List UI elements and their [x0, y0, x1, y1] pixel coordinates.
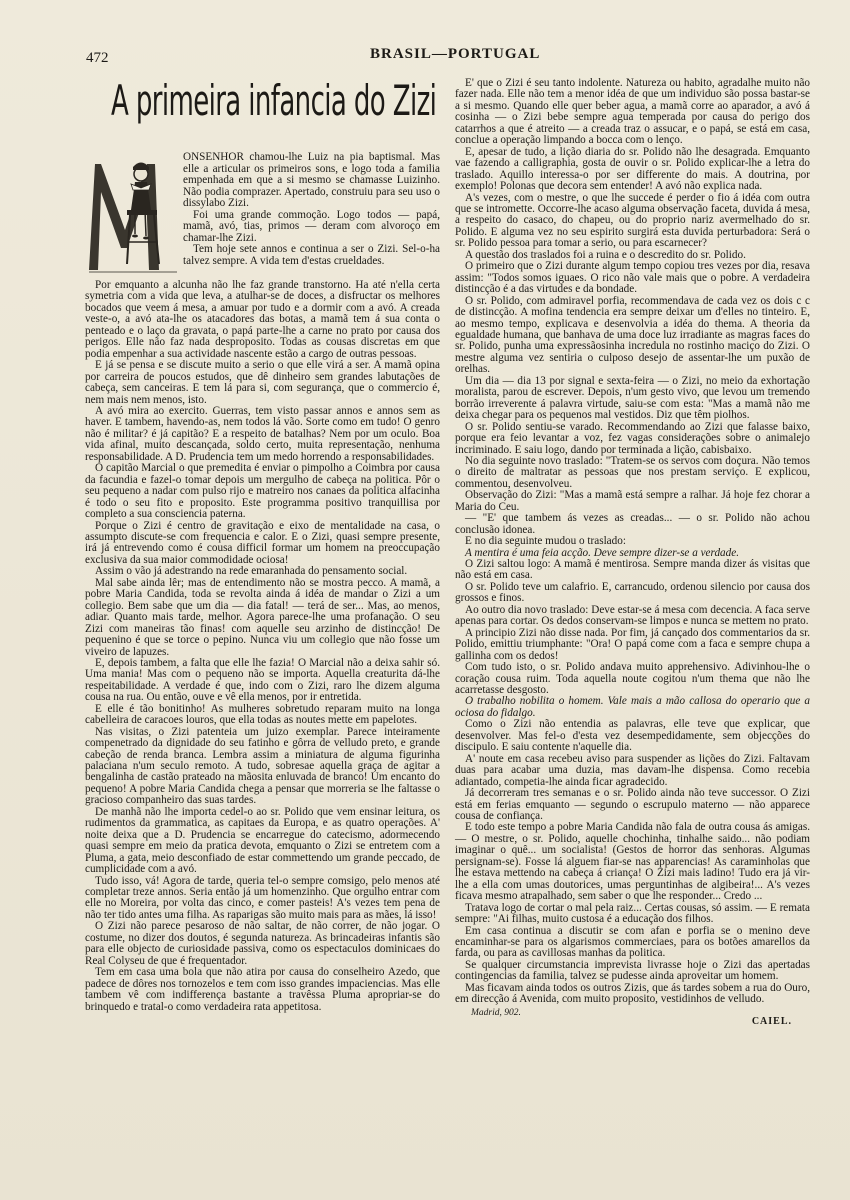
- paragraph: O trabalho nobilita o homem. Vale mais a mão callosa do operario que a ociosa do fidalgo.: [455, 695, 810, 719]
- running-head: BRASIL—PORTUGAL: [370, 46, 541, 62]
- paragraph: E todo este tempo a pobre Maria Candida não fala de outra cousa ás amigas. — O mestre, o sr. Polido, aquelle chochinha, tinhalhe saido... não podiam imaginar o quê... um socialista! (Gestos de horror das senhoras. Algumas persignam-se). Fosse lá alguem fiar-se nas apparencias! As caraminholas que lhe estava mettendo na cabeça á criança! O Zizi mais ladino! Tudo era já vir-lhe a ella com umas doutorices, umas perguntinhas de algibeira!... A's vezes ficava mesmo atrapalhado, sem saber o que lhe responder... Credo ...: [455, 821, 810, 903]
- paragraph: O sr. Polido teve um calafrio. E, carrancudo, ordenou silencio por causa dos grossos e finos.: [455, 580, 810, 605]
- paragraph: Mal sabe ainda lêr; mas de entendimento não se mostra pecco. A mamã, a pobre Maria Candida, toda se revolta ainda á idéa de mandar o Zizi a um collegio. Bem sabe que um dia — dia fatal! — terá de ser... Mas, ao menos, adiar. Quanto mais tarde, melhor. Agora parece-lhe uma profanação. O seu Zizi com maneiras tão finas! com aquelle seu arzinho de distincção! De pequenino é que se torce o pepino. Nunca viu um collegio que não fosse um viveiro de lapuzes.: [85, 576, 440, 658]
- paragraph: Ao outro dia novo traslado: Deve estar-se á mesa com decencia. A faca serve apenas para cortar. Os dedos conservam-se limpos e nunca se mettem no prato.: [455, 603, 810, 628]
- paragraph: E, depois tambem, a falta que elle lhe fazia! O Marcial não a deixa sahir só. Uma mania! Mas com o pequeno não se importa. Aquella creaturita dá-lhe respeitabilidade. A verdade é que, indo com o Zizi, raro lhe dizem alguma cousa na rua. Ou então, ouve e vê ella menos, por ir entretida.: [85, 656, 440, 704]
- paragraph: Porque o Zizi é centro de gravitação e eixo de mentalidade na casa, o assumpto discute-se com frequencia e calor. E o Zizi, quasi sempre presente, irá já entrevendo como é cousa difficil formar um homem na preoccupação exclusiva da sua maior commodidade ociosa!: [85, 519, 440, 566]
- intro-paragraph: Tem hoje sete annos e continua a ser o Zizi. Sel-o-ha talvez sempre. A vida tem d'estas crueldades.: [183, 243, 440, 267]
- paragraph: A avó mira ao exercito. Guerras, tem visto passar annos e annos sem as haver. E tambem, havendo-as, nem todos lá vão. Sorte como em tudo! O genro não é militar? é já capitão? E a respeito de batalhas? Nem por um oculo. Boa vida afinal, muito descançada, soldo certo, muita representação, nenhuma responsabilidade. A D. Prudencia tem um medo horrendo a responsabilidades.: [85, 404, 440, 463]
- left-body: [85, 280, 440, 1013]
- paragraph: Um dia — dia 13 por signal e sexta-feira — o Zizi, no meio da exhortação moralista, parou de escrever. Depois, n'um gesto vivo, que levou um tremendo borrão irreverente á palavra virtude, saiu-se com esta: "Mas a mamã não me deixa chegar para os pequenos mal vestidos. Diz que têm piolhos.: [455, 374, 810, 422]
- paragraph: Observação do Zizi: "Mas a mamã está sempre a ralhar. Já hoje fez chorar a Maria do Ceu.: [455, 489, 810, 513]
- paragraph: A questão dos traslados foi a ruina e o descredito do sr. Polido.: [465, 248, 746, 261]
- signoff-place-date: Madrid, 902.: [471, 1007, 521, 1018]
- paragraph: Com tudo isto, o sr. Polido andava muito apprehensivo. Adivinhou-lhe o coração cousa ruim. Toda aquella noute cogitou n'um thema que não lhe acarretasse desgosto.: [455, 661, 810, 697]
- paragraph: O Zizi não parece pesaroso de não saltar, de não correr, de não jogar. O costume, no dizer dos doutos, é segunda natureza. As brincadeiras infantis são para elle objecto de curiosidade passiva, como os espectaculos dominicaes do Real Colyseu de que é frequentador.: [85, 920, 440, 967]
- paragraph: Em casa continua a discutir se com afan e porfia se o menino deve encaminhar-se para os algarismos commerciaes, para os botões amarellos da farda, ou para as cavillosas manhas da politica.: [455, 924, 810, 960]
- article-title: A primeira infancia do Zizi: [111, 76, 437, 125]
- paragraph: O capitão Marcial o que premedita é enviar o pimpolho a Coimbra por causa da facundia e fazel-o tomar depois um mergulho de cabeça na politica. Pôr o seu pequeno a nadar com pulso rijo e matreiro nos canaes da politica alfacinha é todo o seu fito e proposito. Este programma positivo tranquillisa por completo a sua consciencia paterna.: [85, 462, 440, 521]
- paragraph: O sr. Polido, com admiravel porfia, recommendava de cada vez os dois c c de distincção. A mofina tendencia era sempre deixar um d'elles no tinteiro. E, ao mesmo tempo, explicava e desenvolvia a idéa do thema. A theoria da egualdade humana, que banhava de uma doce luz irradiante as magras faces do sr. Polido, punha uma expressãosinha incredula no rostinho maciço do Zizi. O mestre alguma vez sentiria o culposo desejo de assentar-lhe um puxão de orelhas.: [455, 294, 810, 376]
- left-column: [85, 78, 440, 1013]
- paragraph: No dia seguinte novo traslado: "Tratem-se os servos com doçura. Não temos o direito de maltratar as pessoas que nos prestam serviço. E explicou, commentou, desenvolveu.: [455, 454, 810, 490]
- dropcap-illustration: [85, 152, 181, 278]
- right-body: [455, 78, 810, 1006]
- paragraph: Assim o vão já adestrando na rede emaranhada do pensamento social.: [95, 565, 408, 578]
- paragraph: E no dia seguinte mudou o traslado:: [465, 535, 626, 548]
- paragraph: Já decorreram tres semanas e o sr. Polido ainda não teve successor. O Zizi está em ferias emquanto — segundo o escrupulo materno — não apparece cousa de confiança.: [455, 787, 810, 822]
- paragraph: Como o Zizi não entendia as palavras, elle teve que explicar, que desenvolver. Mas fel-o d'esta vez desempedidamente, sem objecções do discipulo. E saiu contente n'aquelle dia.: [455, 718, 810, 754]
- paragraph: Tudo isso, vá! Agora de tarde, queria tel-o sempre comsigo, pelo menos até completar treze annos. Seria então já um homenzinho. Que orgulho entrar com elle no Moreira, por volta das cinco, e comer pasteis! A's vezes tem pena de não ter tido antes uma filha. As raparigas são muito mais para as mães, lá isso!: [85, 874, 440, 921]
- paragraph: O primeiro que o Zizi durante algum tempo copiou tres vezes por dia, resava assim: "Todos somos iguaes. O rico não vale mais que o pobre. A verdadeira distincção é a das virtudes e da bondade.: [455, 260, 810, 296]
- paragraph: A principio Zizi não disse nada. Por fim, já cançado dos commentarios da sr. Polido, emittiu triumphante: "Ora! O papá come com a faca e sempre chupa a gallinha com os dedos!: [455, 626, 810, 662]
- paragraph: O Zizi saltou logo: A mamã é mentirosa. Sempre manda dizer ás visitas que não está em casa.: [455, 558, 810, 582]
- paragraph: O sr. Polido sentiu-se varado. Recommendando ao Zizi que falasse baixo, porque era feio levantar a voz, fez vagas considerações sobre o animalejo incriminado. E saiu logo, dando por terminada a lição, cabisbaixo.: [455, 420, 810, 456]
- page-number: 472: [86, 50, 109, 66]
- paragraph: Mas ficavam ainda todos os outros Zizis, que ás tardes sobem a rua do Ouro, em direcção á Avenida, com muito proposito, vestidinhos de velludo.: [455, 981, 810, 1006]
- paragraph: E elle é tão bonitinho! As mulheres sobretudo reparam muito na longa cabelleira de caracoes louros, que ella todas as noutes mette em papelotes.: [85, 702, 440, 727]
- paragraph: E' que o Zizi é seu tanto indolente. Natureza ou habito, agradalhe muito não fazer nada. Elle não tem a menor idéa de que um individuo são possa bastar-se a si mesmo. Quando elle quer beber agua, a mamã corre ao aparador, a avó á cosinha — o Zizi bebe sempre agua temperada por causa do perigo dos catarrhos a que é atreito — a creada traz o assucar, e o papá, se está em casa, conclue a operação limpando a bocca com o lenço.: [455, 77, 810, 147]
- intro-paragraph: ONSENHOR chamou-lhe Luiz na pia baptismal. Mas elle a articular os primeiros sons, e logo toda a familia empenhada em que a si mesmo se chamasse Luizinho. Não podia comprazer. Apertado, construiu para seu uso o dissylabo Zizi.: [183, 151, 440, 209]
- paragraph: De manhã não lhe importa cedel-o ao sr. Polido que vem ensinar leitura, os rudimentos da grammatica, as capitaes da Europa, e as quatro operações. A' noite deixa que a D. Prudencia se encarregue do catecismo, adormecendo quasi sempre em meio da pratica devota, emquanto o Zizi se entretem com a Pluma, a gata, meio desconfiado de estar commettendo um grande peccado, de cumplicidade com a avó.: [85, 805, 440, 876]
- signoff-author: CAIEL.: [751, 1015, 792, 1027]
- paragraph: Tem em casa uma bola que não atira por causa do conselheiro Azedo, que padece de dôres nos tornozelos e tem com isso grandes impaciencias. Mas elle tambem vê com indifferença bastante a travêssa Pluma apropriar-se do brinquedo e tratal-o como verdadeira rata appetitosa.: [85, 966, 440, 1013]
- paragraph: E, apesar de tudo, a lição diaria do sr. Polido não lhe desagrada. Emquanto vae fazendo a calligraphia, gosta de ouvir o sr. Polido explicar-lhe a letra do traslado. Aquillo interessa-o por ser differente do mais. A doutrina, por exemplo! Polonas que decora sem entender! A avó não explica nada.: [455, 145, 810, 193]
- paragraph: — "E' que tambem ás vezes as creadas... — o sr. Polido não achou conclusão idonea.: [455, 512, 810, 536]
- paragraph: A's vezes, com o mestre, o que lhe succede é perder o fio á idéa com outra que se intromette. Occorre-lhe acaso alguma observação faceta, duvida á mesa, a respeito do casaco, do chapeu, ou do proprio nariz avermelhado do sr. Polido. E alguma vez no seu espirito surgirá esta duvida perturbadora: Será o sr. Polido pessoa para tomar a serio, ou para escarnecer?: [455, 191, 810, 250]
- paragraph: E já se pensa e se discute muito a serio o que elle virá a ser. A mamã opina por carreira de poucos estudos, que dê dinheiro sem grandes labutações de cabeça, sem canceiras. E tem lá para si, com segurança, que o commercio é, nem mais nem menos, isto.: [85, 359, 440, 406]
- intro-block: [85, 152, 440, 278]
- paragraph: A' noute em casa recebeu aviso para suspender as lições do Zizi. Faltavam duas para acabar uma duzia, mas davam-lhe dispensa. Como recebia adiantado, competia-lhe ainda ficar agradecido.: [455, 752, 810, 788]
- intro-paragraph: Foi uma grande commoção. Logo todos — papá, mamã, avó, tias, primos — deram com alvoroço em chamar-lhe Zizi.: [183, 208, 440, 244]
- intro-text: [183, 152, 440, 267]
- paragraph: Tratava logo de cortar o mal pela raiz... Certas cousas, só assim. — E remata sempre: "Ai filhas, muito custosa é a educação dos filhos.: [455, 901, 810, 926]
- paragraph: Se qualquer circumstancia imprevista livrasse hoje o Zizi das apertadas contingencias da familia, talvez se pudesse ainda aproveitar um homem.: [455, 958, 810, 983]
- paragraph: A mentira é uma feia acção. Deve sempre dizer-se a verdade.: [465, 546, 739, 559]
- paragraph: Por emquanto a alcunha não lhe faz grande transtorno. Ha até n'ella certa symetria com a vida que leva, a atulhar-se de doces, a disfructar os melhores bocados que veem á mesa, a amuar por tudo e a dormir com a avó. A creada veste-o, a avó ata-lhe os atacadores das botas, a mamã tem á sua conta o penteado e o laço da gravata, o papá parte-lhe a carne no prato por causa dos perigos. Elle não faz nada desproposito. Todas as cousas discretas em que podia empenhar a sua actividade nascente estão a cargo de outras pessoas.: [85, 279, 440, 360]
- boy-in-high-chair-illustration: [85, 152, 181, 278]
- right-column: [455, 78, 810, 1027]
- paragraph: Nas visitas, o Zizi patenteia um juizo exemplar. Parece inteiramente compenetrado da dignidade do seu fatinho e gôrra de velludo preto, e grande cabeção de renda branca. Lembra assim a miniatura de alguma figurinha palaciana n'um seculo remoto. A tudo, sobresae aquella graça de agitar a bengalinha de castão prateado na mãosita enluvada de branco! Um encanto do pequeno! A pobre Maria Candida chega a pensar que morreria se lhe faltasse o gracioso companheiro das suas tardes.: [85, 725, 440, 807]
